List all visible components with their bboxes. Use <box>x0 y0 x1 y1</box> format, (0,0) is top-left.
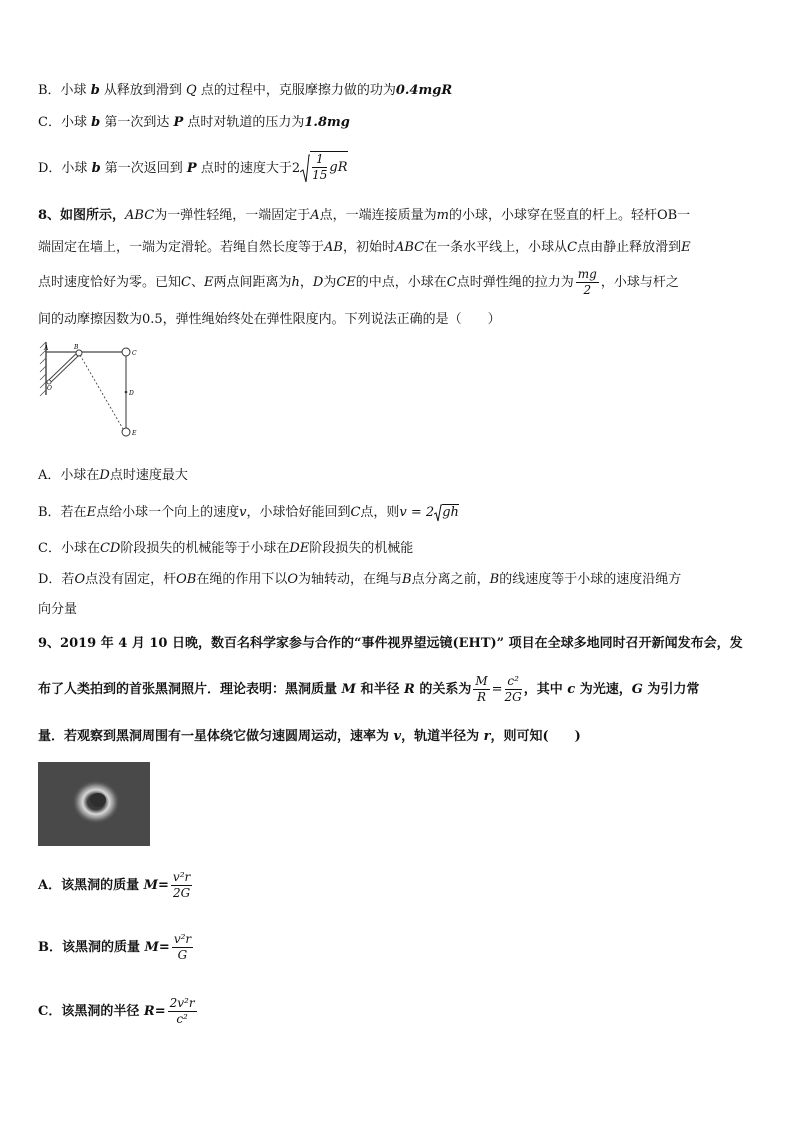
q9-stem-line2: 布了人类拍到的首张黑洞照片．理论表明：黑洞质量 M 和半径 R 的关系为 $\frac{M}{R}$ = $\frac{\text{c²}}{2G}$ ，其中 c 为光速，G 为引力常 <box>38 674 700 704</box>
ball-e <box>122 428 130 436</box>
q9-option-b: B．该黑洞的质量 M= $\frac{\text{v²r}}{G}$ <box>38 932 192 962</box>
fraction-option-a: $\frac{\text{v²r}}{2G}$ <box>172 870 191 900</box>
rope-dashed <box>80 355 123 429</box>
fraction-option-c: $\frac{\text{2v²r}}{\text{c²}}$ <box>169 996 195 1026</box>
fraction-c2-over-2g: $\frac{\text{c²}}{2G}$ <box>504 674 522 704</box>
q8-stem-line1: 8、如图所示，ABC为一弹性轻绳，一端固定于A点，一端连接质量为m的小球，小球穿在竖直的杆上。轻杆OB一 <box>38 208 691 223</box>
prev-option-b: B．小球 b 从释放到滑到 Q 点的过程中，克服摩擦力做的功为0.4mgR <box>38 83 453 98</box>
black-hole-ring <box>38 762 150 846</box>
q9-option-c: C．该黑洞的半径 R= $\frac{\text{2v²r}}{\text{c²}}$ <box>38 996 195 1026</box>
q9-stem-line3: 量．若观察到黑洞周围有一星体绕它做匀速圆周运动，速率为 v，轨道半径为 r，则可知( ) <box>38 729 581 744</box>
q8-stem-line3: 点时速度恰好为零。已知C、E两点间距离为h，D为CE的中点，小球在C点时弹性绳的拉力为 $\frac{mg}{2}$ ，小球与杆之 <box>38 267 679 297</box>
q8-stem-line4: 间的动摩擦因数为0.5，弹性绳始终处在弹性限度内。下列说法正确的是（ ） <box>38 312 501 327</box>
q8-option-d-line2: 向分量 <box>38 602 78 617</box>
prev-option-d: D．小球 b 第一次返回到 P 点时的速度大于2 $\frac{1}{15}$ gR <box>38 152 348 182</box>
q8-option-b: B．若在E点给小球一个向上的速度v，小球恰好能回到C点，则v = 2 gh <box>38 505 459 520</box>
fraction: $\frac{1}{15}$ <box>312 152 328 182</box>
label-c: C <box>132 350 137 357</box>
tension-fraction: $\frac{mg}{2}$ <box>577 267 597 297</box>
fraction-m-over-r: $\frac{M}{R}$ <box>475 674 488 704</box>
label-a: A <box>44 345 49 352</box>
label-e: E <box>132 430 137 437</box>
label-d: D <box>129 390 134 397</box>
fraction-option-b: $\frac{\text{v²r}}{G}$ <box>173 932 192 962</box>
label-b: B <box>74 344 79 351</box>
q9-stem-line1: 9、2019 年 4 月 10 日晚，数百名科学家参与合作的“事件视界望远镜(EHT)” 项目在全球多地同时召开新闻发布会，发 <box>38 636 743 651</box>
q9-option-a: A．该黑洞的质量 M= $\frac{\text{v²r}}{2G}$ <box>38 870 191 900</box>
q8-option-a: A．小球在D点时速度最大 <box>38 468 188 483</box>
q8-stem-line2: 端固定在墙上，一端为定滑轮。若绳自然长度等于AB，初始时ABC在一条水平线上，小球从C点由静止释放滑到E <box>38 240 691 255</box>
black-hole-image <box>38 762 150 846</box>
sqrt-symbol <box>434 504 442 522</box>
label-o: O <box>47 385 52 392</box>
prev-option-c: C．小球 b 第一次到达 P 点时对轨道的压力为1.8mg <box>38 115 350 130</box>
ball-c <box>122 348 130 356</box>
q8-option-c: C．小球在CD阶段损失的机械能等于小球在DE阶段损失的机械能 <box>38 541 414 556</box>
q8-option-d: D．若O点没有固定，杆OB在绳的作用下以O为轴转动，在绳与B点分离之前，B的线速度等于小球的速度沿绳方 <box>38 572 682 587</box>
q8-figure <box>38 340 148 445</box>
sqrt-symbol <box>300 154 310 184</box>
